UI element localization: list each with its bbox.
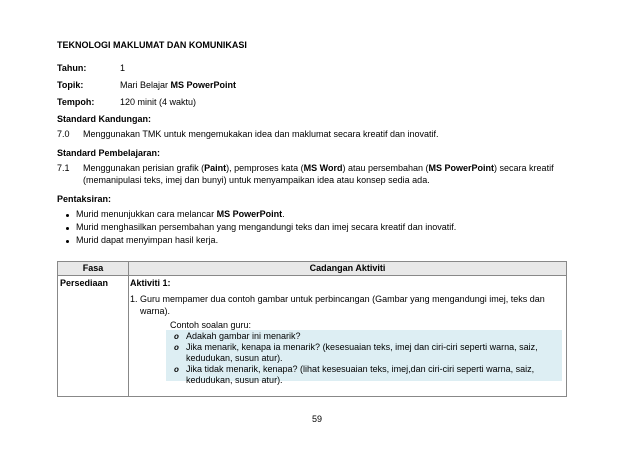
phase-cell (58, 276, 129, 397)
page-number: 59 (312, 414, 323, 424)
pentaksiran-item-3: Murid dapat menyimpan hasil kerja. (76, 235, 219, 245)
standard-pembelajaran-line1 (83, 163, 554, 174)
sp-seg-mspowerpoint: MS PowerPoint (428, 163, 495, 173)
topik-bold: MS PowerPoint (170, 80, 237, 90)
examples-label: Contoh soalan guru: (170, 320, 252, 330)
standard-pembelajaran-num: 7.1 (57, 163, 70, 173)
question-3-line-1: Jika tidak menarik, kenapa? (lihat kesesuaian teks, imej,dan ciri-ciri seperti warna, saiz, (186, 364, 535, 374)
meta-value-tahun: 1 (120, 63, 126, 73)
sp-seg-paint: Paint (204, 163, 227, 173)
bullet-icon (66, 227, 69, 230)
meta-label-tempoh: Tempoh: (57, 97, 95, 107)
meta-label-topik: Topik: (57, 80, 84, 90)
item1-end: . (282, 209, 285, 219)
sp-seg-msword: MS Word (303, 163, 343, 173)
standard-pembelajaran-line2: (memanipulasi teks, imej dan bunyi) untuk menyampaikan idea atau konsep sedia ada. (83, 175, 430, 185)
activity-title: Aktiviti 1: (130, 278, 171, 288)
circle-bullet-icon: o (174, 365, 179, 374)
pentaksiran-heading: Pentaksiran: (57, 194, 112, 204)
sp-seg-6: ) secara kreatif (494, 163, 554, 173)
pentaksiran-item-2: Murid menghasilkan persembahan yang mengandungi teks dan imej secara kreatif dan inovatif. (76, 222, 457, 232)
question-1: Adakah gambar ini menarik? (186, 331, 301, 341)
phase-label: Persediaan (60, 278, 109, 288)
question-2-line-2: kedudukan, susun atur). (186, 353, 283, 363)
pentaksiran-item-1 (76, 209, 285, 220)
bullet-icon (66, 240, 69, 243)
sp-seg-0: Menggunakan perisian grafik ( (83, 163, 205, 173)
meta-label-tahun: Tahun: (57, 63, 87, 73)
topik-plain: Mari Belajar (120, 80, 171, 90)
question-3-line-2: kedudukan, susun atur). (186, 375, 283, 385)
col-header-fasa: Fasa (58, 262, 129, 276)
item1-bold: MS PowerPoint (216, 209, 283, 219)
standard-kandungan-heading: Standard Kandungan: (57, 114, 151, 124)
step-1-line-1: 1. Guru mempamer dua contoh gambar untuk perbincangan (Gambar yang mengandungi imej, teks dan (130, 294, 545, 304)
circle-bullet-icon: o (174, 343, 179, 352)
question-2-line-1: Jika menarik, kenapa ia menarik? (kesesuaian teks, imej dan ciri-ciri seperti warna, saiz, (186, 342, 538, 352)
sp-seg-4: ) atau persembahan ( (342, 163, 429, 173)
meta-value-topik (120, 80, 236, 91)
col-header-cadangan: Cadangan Aktiviti (129, 262, 567, 276)
bullet-icon (66, 214, 69, 217)
standard-kandungan-num: 7.0 (57, 129, 70, 139)
circle-bullet-icon: o (174, 332, 179, 341)
step-1-line-2: warna). (140, 306, 171, 316)
sp-seg-2: ), pemproses kata ( (226, 163, 304, 173)
standard-kandungan-text: Menggunakan TMK untuk mengemukakan idea dan maklumat secara kreatif dan inovatif. (83, 129, 439, 139)
item1-plain: Murid menunjukkan cara melancar (76, 209, 217, 219)
standard-pembelajaran-heading: Standard Pembelajaran: (57, 148, 161, 158)
document-title: TEKNOLOGI MAKLUMAT DAN KOMUNIKASI (57, 40, 247, 50)
meta-value-tempoh: 120 minit (4 waktu) (120, 97, 197, 107)
